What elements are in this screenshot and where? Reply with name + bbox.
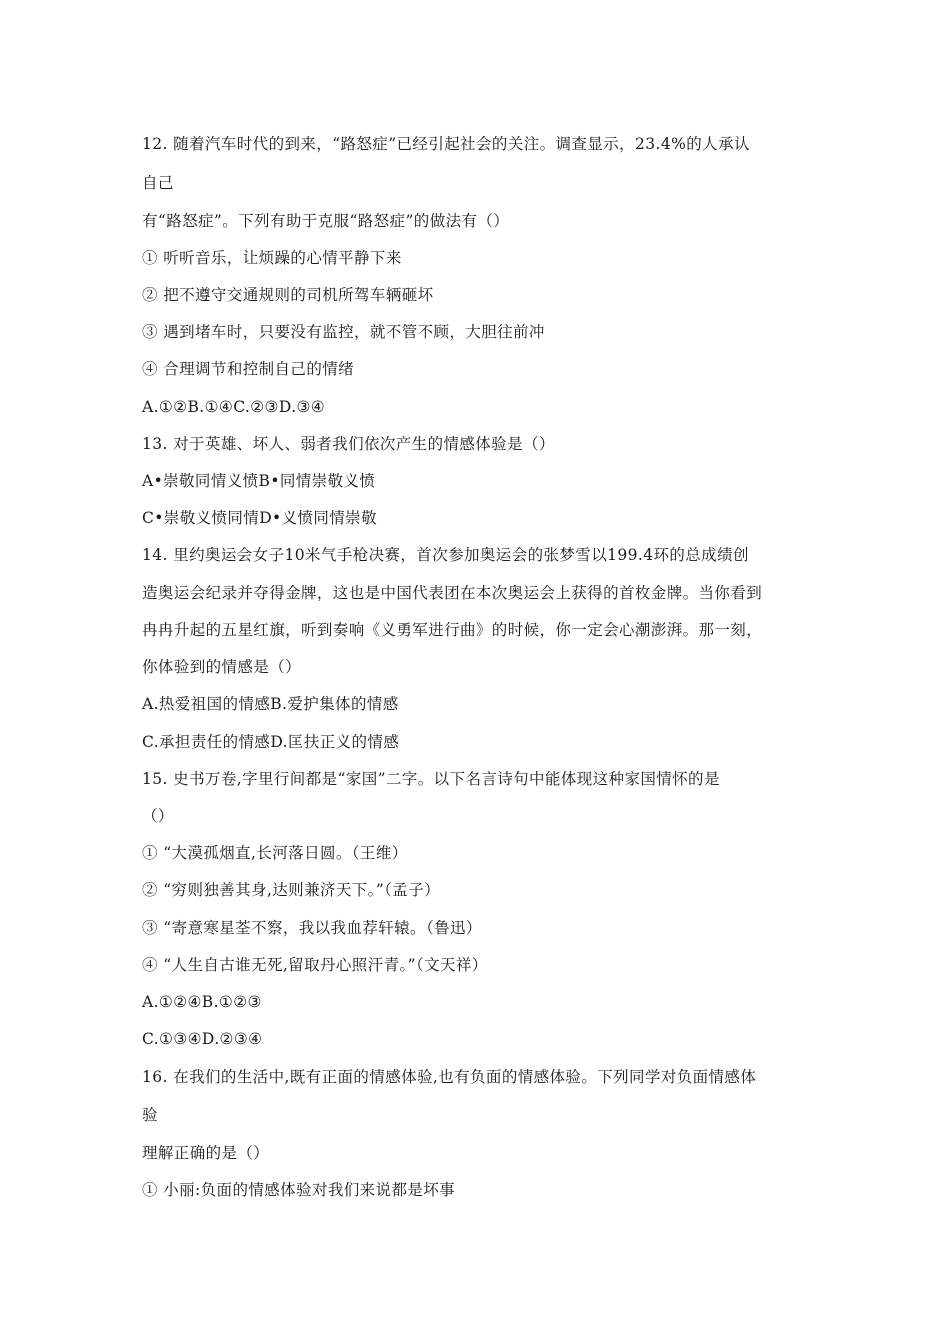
question-14-line-4: 你体验到的情感是（）	[142, 658, 302, 676]
question-12-line-3: 有“路怒症”。下列有助于克服“路怒症”的做法有（）	[142, 212, 510, 230]
question-16-item-1: ① 小丽:负面的情感体验对我们来说都是坏事	[142, 1181, 456, 1199]
question-14-options-cd: C.承担责任的情感D.匡扶正义的情感	[142, 733, 400, 751]
question-15-line-2: （）	[142, 807, 174, 825]
question-12-item-3: ③ 遇到堵车时，只要没有监控，就不管不顾，大胆往前冲	[142, 323, 545, 341]
question-14-line-2: 造奥运会纪录并夺得金牌，这也是中国代表团在本次奥运会上获得的首枚金牌。当你看到	[142, 584, 763, 602]
question-15-options-ab: A.①②④B.①②③	[142, 993, 262, 1011]
question-12-line-1: 12. 随着汽车时代的到来，“路怒症”已经引起社会的关注。调查显示，23.4%的人承认	[142, 135, 750, 153]
question-12-line-2: 自己	[142, 174, 174, 192]
question-15-item-2: ② “穷则独善其身,达则兼济天下。”（孟子）	[142, 881, 441, 899]
question-16-line-1: 16. 在我们的生活中,既有正面的情感体验,也有负面的情感体验。下列同学对负面情感体	[142, 1068, 757, 1086]
question-13-options-cd: C•崇敬义愤同情D•义愤同情崇敬	[142, 509, 377, 527]
question-12-item-4: ④ 合理调节和控制自己的情绪	[142, 360, 355, 378]
question-12-item-1: ① 听听音乐，让烦躁的心情平静下来	[142, 249, 402, 267]
question-12-item-2: ② 把不遵守交通规则的司机所驾车辆砸坏	[142, 286, 434, 304]
question-15-line-1: 15. 史书万卷,字里行间都是“家国”二字。以下名言诗句中能体现这种家国情怀的是	[142, 770, 720, 788]
question-16-line-3: 理解正确的是（）	[142, 1144, 270, 1162]
question-13-stem: 13. 对于英雄、坏人、弱者我们依次产生的情感体验是（）	[142, 435, 555, 453]
question-15-item-4: ④ “人生自古谁无死,留取丹心照汗青。”（文天祥）	[142, 956, 488, 974]
question-14-options-ab: A.热爱祖国的情感B.爱护集体的情感	[142, 695, 399, 713]
question-14-line-1: 14. 里约奥运会女子10米气手枪决赛，首次参加奥运会的张梦雪以199.4环的总成绩创	[142, 546, 749, 564]
question-13-options-ab: A•崇敬同情义愤B•同情崇敬义愤	[142, 472, 376, 490]
question-15-item-1: ① “大漠孤烟直,长河落日圆。（王维）	[142, 844, 408, 862]
question-12-options: A.①②B.①④C.②③D.③④	[142, 398, 326, 416]
question-15-options-cd: C.①③④D.②③④	[142, 1030, 263, 1048]
question-16-line-2: 验	[142, 1106, 158, 1124]
question-14-line-3: 冉冉升起的五星红旗，听到奏响《义勇军进行曲》的时候，你一定会心潮澎湃。那一刻，	[142, 621, 763, 639]
question-15-item-3: ③ “寄意寒星荃不察，我以我血荐轩辕。（鲁迅）	[142, 919, 482, 937]
